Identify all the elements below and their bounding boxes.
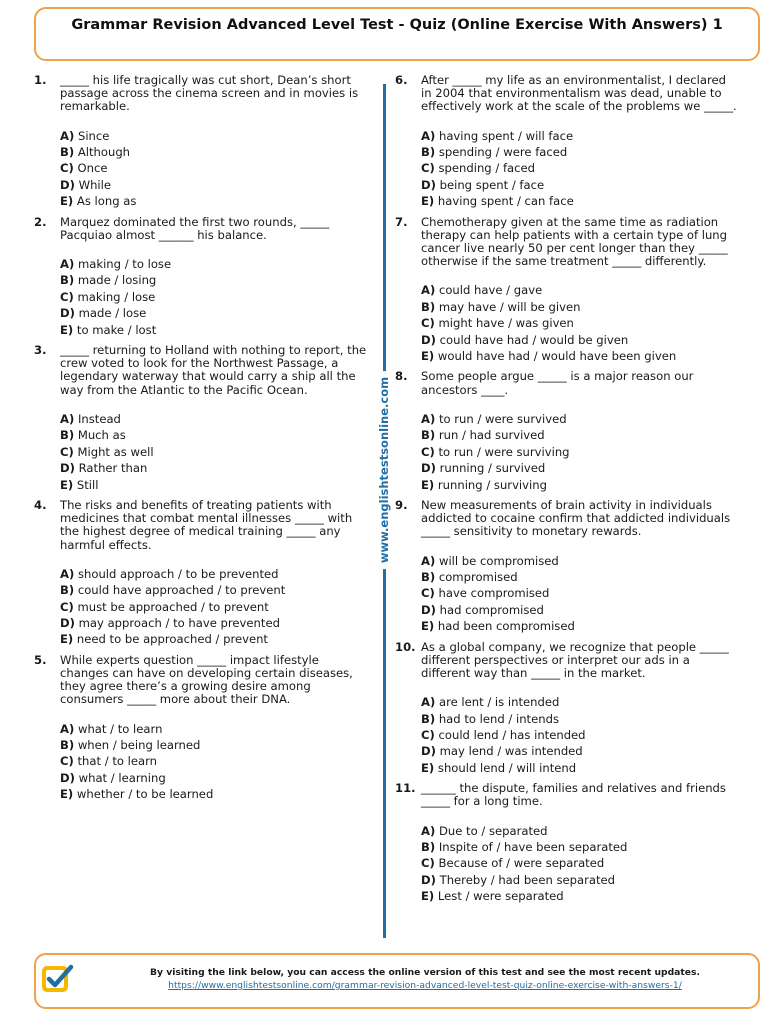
- option-text: are lent / is intended: [435, 695, 560, 710]
- question-number: 9.: [395, 497, 408, 512]
- question-number: 6.: [395, 73, 408, 87]
- option-letter: A): [60, 721, 75, 736]
- answer-option: [60, 753, 370, 769]
- option-text: made / losing: [74, 273, 157, 288]
- option-text: could have had / would be given: [435, 332, 629, 347]
- checkbox-icon: [40, 962, 74, 996]
- answer-option: [421, 315, 737, 331]
- question: [395, 782, 737, 904]
- answer-option: [421, 553, 737, 569]
- option-text: had to lend / intends: [435, 711, 559, 726]
- option-text: could have / gave: [435, 283, 543, 298]
- answer-option: [421, 282, 737, 298]
- question-text: As a global company, we recognize that people _____ different perspectives or interpret our ads in a different way than _____ in the market.: [421, 639, 729, 680]
- option-letter: E): [60, 477, 74, 492]
- question: [395, 74, 737, 210]
- answer-option: [60, 256, 370, 272]
- answer-option: [60, 144, 370, 160]
- option-text: to make / lost: [73, 322, 157, 337]
- answer-options: [421, 282, 737, 364]
- answer-option: [60, 427, 370, 443]
- answer-option: [421, 855, 737, 871]
- answer-option: [421, 760, 737, 776]
- question-number: 4.: [34, 497, 47, 512]
- option-letter: D): [60, 615, 75, 630]
- option-letter: D): [421, 872, 436, 887]
- answer-options: [421, 694, 737, 776]
- answer-option: [60, 582, 370, 598]
- option-text: could lend / has intended: [434, 727, 586, 742]
- answer-option: [421, 144, 737, 160]
- option-letter: D): [60, 461, 75, 476]
- option-text: to run / were survived: [435, 411, 567, 426]
- option-letter: C): [421, 586, 435, 601]
- option-letter: D): [60, 770, 75, 785]
- option-letter: B): [421, 711, 436, 726]
- question-text: While experts question _____ impact lifestyle changes can have on developing certain diseases, they agree there’s a growing desire among consumers _____ more about their DNA.: [60, 652, 353, 707]
- question-text: After _____ my life as an environmentalist, I declared in 2004 that environmentalism was dead, unable to effectively work at the scale of the problems we _____.: [421, 73, 737, 114]
- question: [34, 499, 370, 648]
- option-text: to run / were surviving: [434, 444, 570, 459]
- option-letter: A): [60, 566, 75, 581]
- answer-option: [60, 322, 370, 338]
- option-text: may approach / to have prevented: [74, 615, 280, 630]
- option-letter: B): [60, 273, 75, 288]
- option-letter: E): [421, 619, 435, 634]
- option-letter: B): [60, 428, 75, 443]
- answer-option: [421, 348, 737, 364]
- answer-option: [421, 411, 737, 427]
- option-letter: C): [421, 727, 435, 742]
- answer-option: [421, 444, 737, 460]
- answer-option: [60, 272, 370, 288]
- option-text: spending / were faced: [435, 145, 568, 160]
- answer-option: [421, 427, 737, 443]
- option-letter: A): [60, 128, 75, 143]
- option-letter: B): [60, 145, 75, 160]
- answer-option: [421, 727, 737, 743]
- answer-option: [421, 160, 737, 176]
- answer-options: [421, 411, 737, 493]
- option-text: Inspite of / have been separated: [435, 840, 628, 855]
- option-text: Lest / were separated: [434, 889, 564, 904]
- question-number: 10.: [395, 639, 416, 654]
- question: [34, 344, 370, 493]
- left-column: [34, 74, 370, 809]
- option-text: had been compromised: [434, 619, 575, 634]
- option-letter: E): [421, 760, 435, 775]
- answer-option: [421, 585, 737, 601]
- question-number: 3.: [34, 343, 47, 358]
- option-letter: D): [60, 306, 75, 321]
- option-text: Once: [73, 161, 108, 176]
- answer-options: [60, 256, 370, 338]
- answer-option: [60, 786, 370, 802]
- option-letter: C): [421, 856, 435, 871]
- option-letter: D): [421, 177, 436, 192]
- answer-options: [421, 823, 737, 905]
- question: [395, 641, 737, 777]
- answer-option: [421, 888, 737, 904]
- option-letter: C): [60, 444, 74, 459]
- question-text: Chemotherapy given at the same time as radiation therapy can help patients with a certain type of lung cancer live nearly 50 per cent longer than they _____ otherwise if the same treatment _____ differently.: [421, 214, 728, 269]
- answer-option: [421, 694, 737, 710]
- option-text: that / to learn: [73, 754, 158, 769]
- option-text: will be compromised: [435, 553, 559, 568]
- option-text: may have / will be given: [435, 299, 581, 314]
- option-text: would have had / would have been given: [434, 349, 677, 364]
- answer-options: [60, 411, 370, 493]
- option-text: being spent / face: [435, 177, 545, 192]
- question-number: 1.: [34, 73, 47, 87]
- option-letter: B): [60, 583, 75, 598]
- answer-option: [421, 872, 737, 888]
- option-text: running / surviving: [434, 477, 547, 492]
- question: [34, 74, 370, 210]
- option-text: Might as well: [73, 444, 154, 459]
- answer-option: [60, 566, 370, 582]
- footer-message: By visiting the link below, you can access the online version of this test and see the most recent updates.: [150, 967, 700, 978]
- answer-option: [60, 289, 370, 305]
- answer-option: [421, 299, 737, 315]
- question-text: _____ his life tragically was cut short, Dean’s short passage across the cinema screen and in movies is remarkable.: [60, 73, 359, 114]
- option-letter: D): [421, 602, 436, 617]
- answer-options: [60, 128, 370, 210]
- answer-option: [421, 193, 737, 209]
- option-letter: C): [421, 316, 435, 331]
- option-letter: E): [421, 349, 435, 364]
- option-text: compromised: [435, 569, 518, 584]
- option-text: whether / to be learned: [73, 787, 214, 802]
- answer-option: [60, 631, 370, 647]
- answer-option: [60, 411, 370, 427]
- option-text: Thereby / had been separated: [435, 872, 616, 887]
- answer-option: [421, 618, 737, 634]
- option-text: when / being learned: [74, 737, 201, 752]
- option-text: running / survived: [435, 461, 546, 476]
- option-text: might have / was given: [434, 316, 574, 331]
- option-letter: E): [60, 632, 74, 647]
- answer-option: [60, 177, 370, 193]
- option-text: Although: [74, 145, 131, 160]
- option-text: what / learning: [74, 770, 166, 785]
- option-text: Still: [73, 477, 99, 492]
- option-letter: D): [60, 177, 75, 192]
- answer-option: [60, 460, 370, 476]
- option-text: could have approached / to prevent: [74, 583, 286, 598]
- answer-option: [421, 823, 737, 839]
- question-text: Some people argue _____ is a major reason our ancestors ____.: [421, 369, 694, 397]
- question-text: _____ returning to Holland with nothing to report, the crew voted to look for the Northwest Passage, a legendary waterway that would carry a ship all the way from the Atlantic to the Pacific Ocean.: [60, 343, 367, 397]
- question: [395, 216, 737, 365]
- option-letter: E): [60, 787, 74, 802]
- option-letter: B): [421, 145, 436, 160]
- answer-option: [421, 460, 737, 476]
- option-text: must be approached / to prevent: [73, 599, 269, 614]
- question-text: ______ the dispute, families and relatives and friends _____ for a long time.: [421, 781, 726, 809]
- option-text: Since: [74, 128, 110, 143]
- footer-link[interactable]: https://www.englishtestsonline.com/grammar-revision-advanced-level-test-quiz-online-exercise-with-answers-1/: [168, 980, 682, 991]
- answer-option: [421, 711, 737, 727]
- option-letter: A): [421, 283, 436, 298]
- answer-option: [421, 602, 737, 618]
- answer-options: [60, 566, 370, 648]
- question-text: New measurements of brain activity in individuals addicted to cocaine confirm that addicted individuals _____ sensitivity to monetary rewards.: [421, 497, 731, 539]
- option-text: may lend / was intended: [435, 744, 583, 759]
- question-number: 11.: [395, 781, 416, 796]
- answer-option: [60, 721, 370, 737]
- answer-option: [60, 305, 370, 321]
- answer-option: [60, 193, 370, 209]
- option-text: should approach / to be prevented: [74, 566, 279, 581]
- option-text: had compromised: [435, 602, 544, 617]
- option-text: run / had survived: [435, 428, 545, 443]
- answer-option: [421, 477, 737, 493]
- answer-option: [421, 128, 737, 144]
- question-number: 5.: [34, 652, 47, 667]
- option-letter: A): [421, 411, 436, 426]
- question-number: 7.: [395, 214, 408, 229]
- option-letter: C): [60, 599, 74, 614]
- option-text: have compromised: [434, 586, 550, 601]
- question: [395, 370, 737, 492]
- question-number: 2.: [34, 214, 47, 229]
- option-text: Rather than: [74, 461, 148, 476]
- answer-option: [60, 128, 370, 144]
- answer-option: [60, 770, 370, 786]
- option-letter: E): [60, 194, 74, 209]
- option-text: having spent / can face: [434, 194, 574, 209]
- question: [395, 499, 737, 635]
- option-letter: E): [421, 477, 435, 492]
- answer-option: [60, 160, 370, 176]
- footer-text: [90, 966, 760, 992]
- answer-options: [60, 721, 370, 803]
- option-letter: B): [421, 299, 436, 314]
- page-title: Grammar Revision Advanced Level Test - Quiz (Online Exercise With Answers) 1: [71, 17, 723, 33]
- option-letter: A): [60, 411, 75, 426]
- option-letter: E): [421, 889, 435, 904]
- answer-option: [421, 569, 737, 585]
- option-letter: A): [421, 553, 436, 568]
- answer-option: [421, 332, 737, 348]
- option-letter: C): [60, 289, 74, 304]
- question-number: 8.: [395, 369, 408, 384]
- answer-option: [60, 599, 370, 615]
- option-text: having spent / will face: [435, 128, 574, 143]
- option-text: Because of / were separated: [434, 856, 605, 871]
- question: [34, 216, 370, 338]
- option-text: making / to lose: [74, 257, 172, 272]
- option-text: should lend / will intend: [434, 760, 577, 775]
- answer-option: [421, 743, 737, 759]
- option-letter: B): [421, 840, 436, 855]
- answer-option: [60, 477, 370, 493]
- option-letter: D): [421, 461, 436, 476]
- answer-option: [421, 839, 737, 855]
- option-text: need to be approached / prevent: [73, 632, 268, 647]
- option-letter: C): [421, 444, 435, 459]
- option-letter: C): [60, 754, 74, 769]
- question: [34, 654, 370, 803]
- option-letter: E): [60, 322, 74, 337]
- option-letter: C): [421, 161, 435, 176]
- option-letter: D): [421, 744, 436, 759]
- option-letter: A): [421, 695, 436, 710]
- answer-option: [421, 177, 737, 193]
- option-letter: B): [421, 428, 436, 443]
- option-letter: B): [60, 737, 75, 752]
- option-text: Much as: [74, 428, 126, 443]
- answer-option: [60, 615, 370, 631]
- answer-options: [421, 128, 737, 210]
- answer-option: [60, 444, 370, 460]
- option-text: Due to / separated: [435, 823, 548, 838]
- site-watermark: www.englishtestsonline.com: [377, 371, 391, 569]
- option-text: While: [74, 177, 112, 192]
- option-text: what / to learn: [74, 721, 163, 736]
- option-letter: A): [421, 823, 436, 838]
- question-text: The risks and benefits of treating patients with medicines that combat mental illnesses _____ with the highest degree of medical training _____ any harmful effects.: [60, 497, 353, 552]
- title-box: [34, 7, 760, 61]
- option-letter: C): [60, 161, 74, 176]
- right-column: [395, 74, 737, 911]
- option-letter: A): [421, 128, 436, 143]
- option-text: spending / faced: [434, 161, 535, 176]
- answer-option: [60, 737, 370, 753]
- option-letter: B): [421, 569, 436, 584]
- option-text: making / lose: [73, 289, 156, 304]
- answer-options: [421, 553, 737, 635]
- option-letter: D): [421, 332, 436, 347]
- option-text: Instead: [74, 411, 121, 426]
- option-text: As long as: [73, 194, 137, 209]
- question-text: Marquez dominated the first two rounds, _____ Pacquiao almost ______ his balance.: [60, 214, 330, 242]
- option-text: made / lose: [74, 306, 147, 321]
- option-letter: A): [60, 257, 75, 272]
- option-letter: E): [421, 194, 435, 209]
